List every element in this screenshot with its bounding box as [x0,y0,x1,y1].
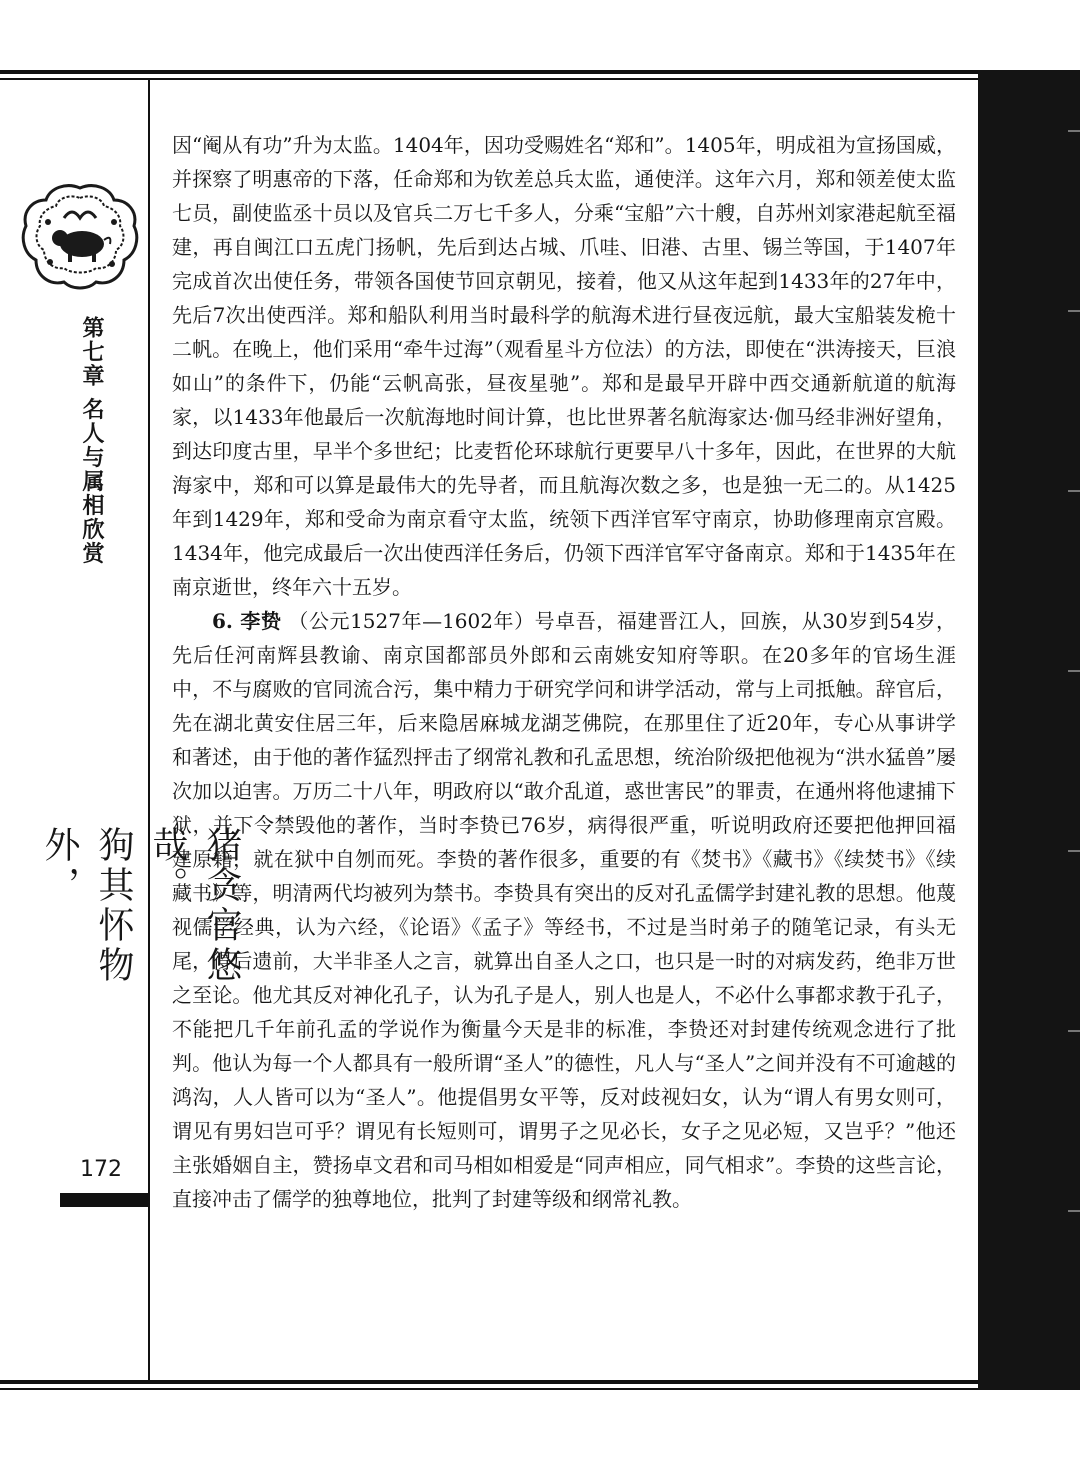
motto-column-2: 狗其怀物外， [39,826,134,986]
margin-divider [148,80,150,1380]
top-border-rule [0,70,1080,74]
top-border-thin-rule [0,78,980,80]
section-title: 6. 李贽 [212,609,282,633]
chapter-title: 第七章 名人与属相欣赏 [79,316,104,566]
paragraph-li-zhi-text: （公元1527年—1602年）号卓吾，福建晋江人，回族，从30岁到54岁，先后任河南辉县教谕、南京国都部员外郎和云南姚安知府等职。在20多年的官场生涯中，不与腐败的官同流合污，集中精力于研究学问和讲学活动，常与上司抵触。辞官后，先在湖北黄安住居三年，后来隐居麻城龙湖芝佛院，在那里住了近20年，专心从事讲学和著述，由于他的著作猛烈抨击了纲常礼教和孔孟思想，统治阶级把他视为“洪水猛兽”屡次加以迫害。万历二十八年，明政府以“敢介乱道，惑世害民”的罪责，在通州将他逮捕下狱，并下令禁毁他的著作，当时李贽已76岁，病得很严重，听说明政府还要把他押回福建原籍，就在狱中自刎而死。李贽的著作很多，重要的有《焚书》《藏书》《续焚书》《续藏书》等，明清两代均被列为禁书。李贽具有突出的反对孔孟儒学封建礼教的思想。他蔑视儒学经典，认为六经，《论语》《孟子》等经书，不过是当时弟子的随笔记录，有头无尾，得后遗前，大半非圣人之言，就算出自圣人之口，也只是一时的对病发药，绝非万世之至论。他尤其反对神化孔子，认为孔子是人，别人也是人，不必什么事都求教于孔子，不能把几千年前孔孟的学说作为衡量今天是非的标准，李贽还对封建传统观念进行了批判。他认为每一个人都具有一般所谓“圣人”的德性，凡人与“圣人”之间并没有不可逾越的鸿沟，人人皆可以为“圣人”。他提倡男女平等，反对歧视妇女，认为“谓人有男女则可，谓见有男妇岂可乎？谓见有长短则可，谓男子之见必长，女子之见必短，又岂乎？”他还主张婚姻自主，赞扬卓文君和司马相如相爱是“同声相应，同气相求”。李贽的这些言论，直接冲击了儒学的独尊地位，批判了封建等级和纲常礼教。 [172,609,957,1211]
scan-edge-shadow [978,70,1080,1390]
paragraph-zheng-he: 因“阉从有功”升为太监。1404年，因功受赐姓名“郑和”。1405年，明成祖为宣扬国威，并探察了明惠帝的下落，任命郑和为钦差总兵太监，通使洋。这年六月，郑和领差使太监七员，副使监丞十员以及官兵二万七千多人，分乘“宝船”六十艘，自苏州刘家港起航至福建，再自闽江口五虎门扬帆，先后到达占城、爪哇、旧港、古里、锡兰等国，于1407年完成首次出使任务，带领各国使节回京朝见，接着，他又从这年起到1433年的27年中，先后7次出使西洋。郑和船队利用当时最科学的航海术进行昼夜远航，最大宝船装发桅十二帆。在晚上，他们采用“牵牛过海”（观看星斗方位法）的方法，即使在“洪涛接天，巨浪如山”的条件下，仍能“云帆高张，昼夜星驰”。郑和是最早开辟中西交通新航道的航海家，以1433年他最后一次航海地时间计算，也比世界著名航海家达·伽马经非洲好望角，到达印度古里，早半个多世纪；比麦哲伦环球航行更要早八十多年，因此，在世界的大航海家中，郑和可以算是最伟大的先导者，而且航海次数之多，也是独一无二的。从1425年到1429年，郑和受命为南京看守太监，统领下西洋官军守南京，协助修理南京宫殿。1434年，他完成最后一次出使西洋任务后，仍领下西洋官军守备南京。郑和于1435年在南京逝世，终年六十五岁。 [172,133,956,599]
body-text [172,128,956,1216]
pig-seal-icon [20,182,140,290]
bottom-border-thin-rule [0,1388,980,1390]
page-number-bar [60,1193,150,1207]
page-number: 172 [80,1157,122,1182]
bottom-border-rule [0,1380,1080,1384]
paragraph-li-zhi [172,604,956,1216]
motto-column-1: 猪贪官悠哉。 [147,826,242,986]
